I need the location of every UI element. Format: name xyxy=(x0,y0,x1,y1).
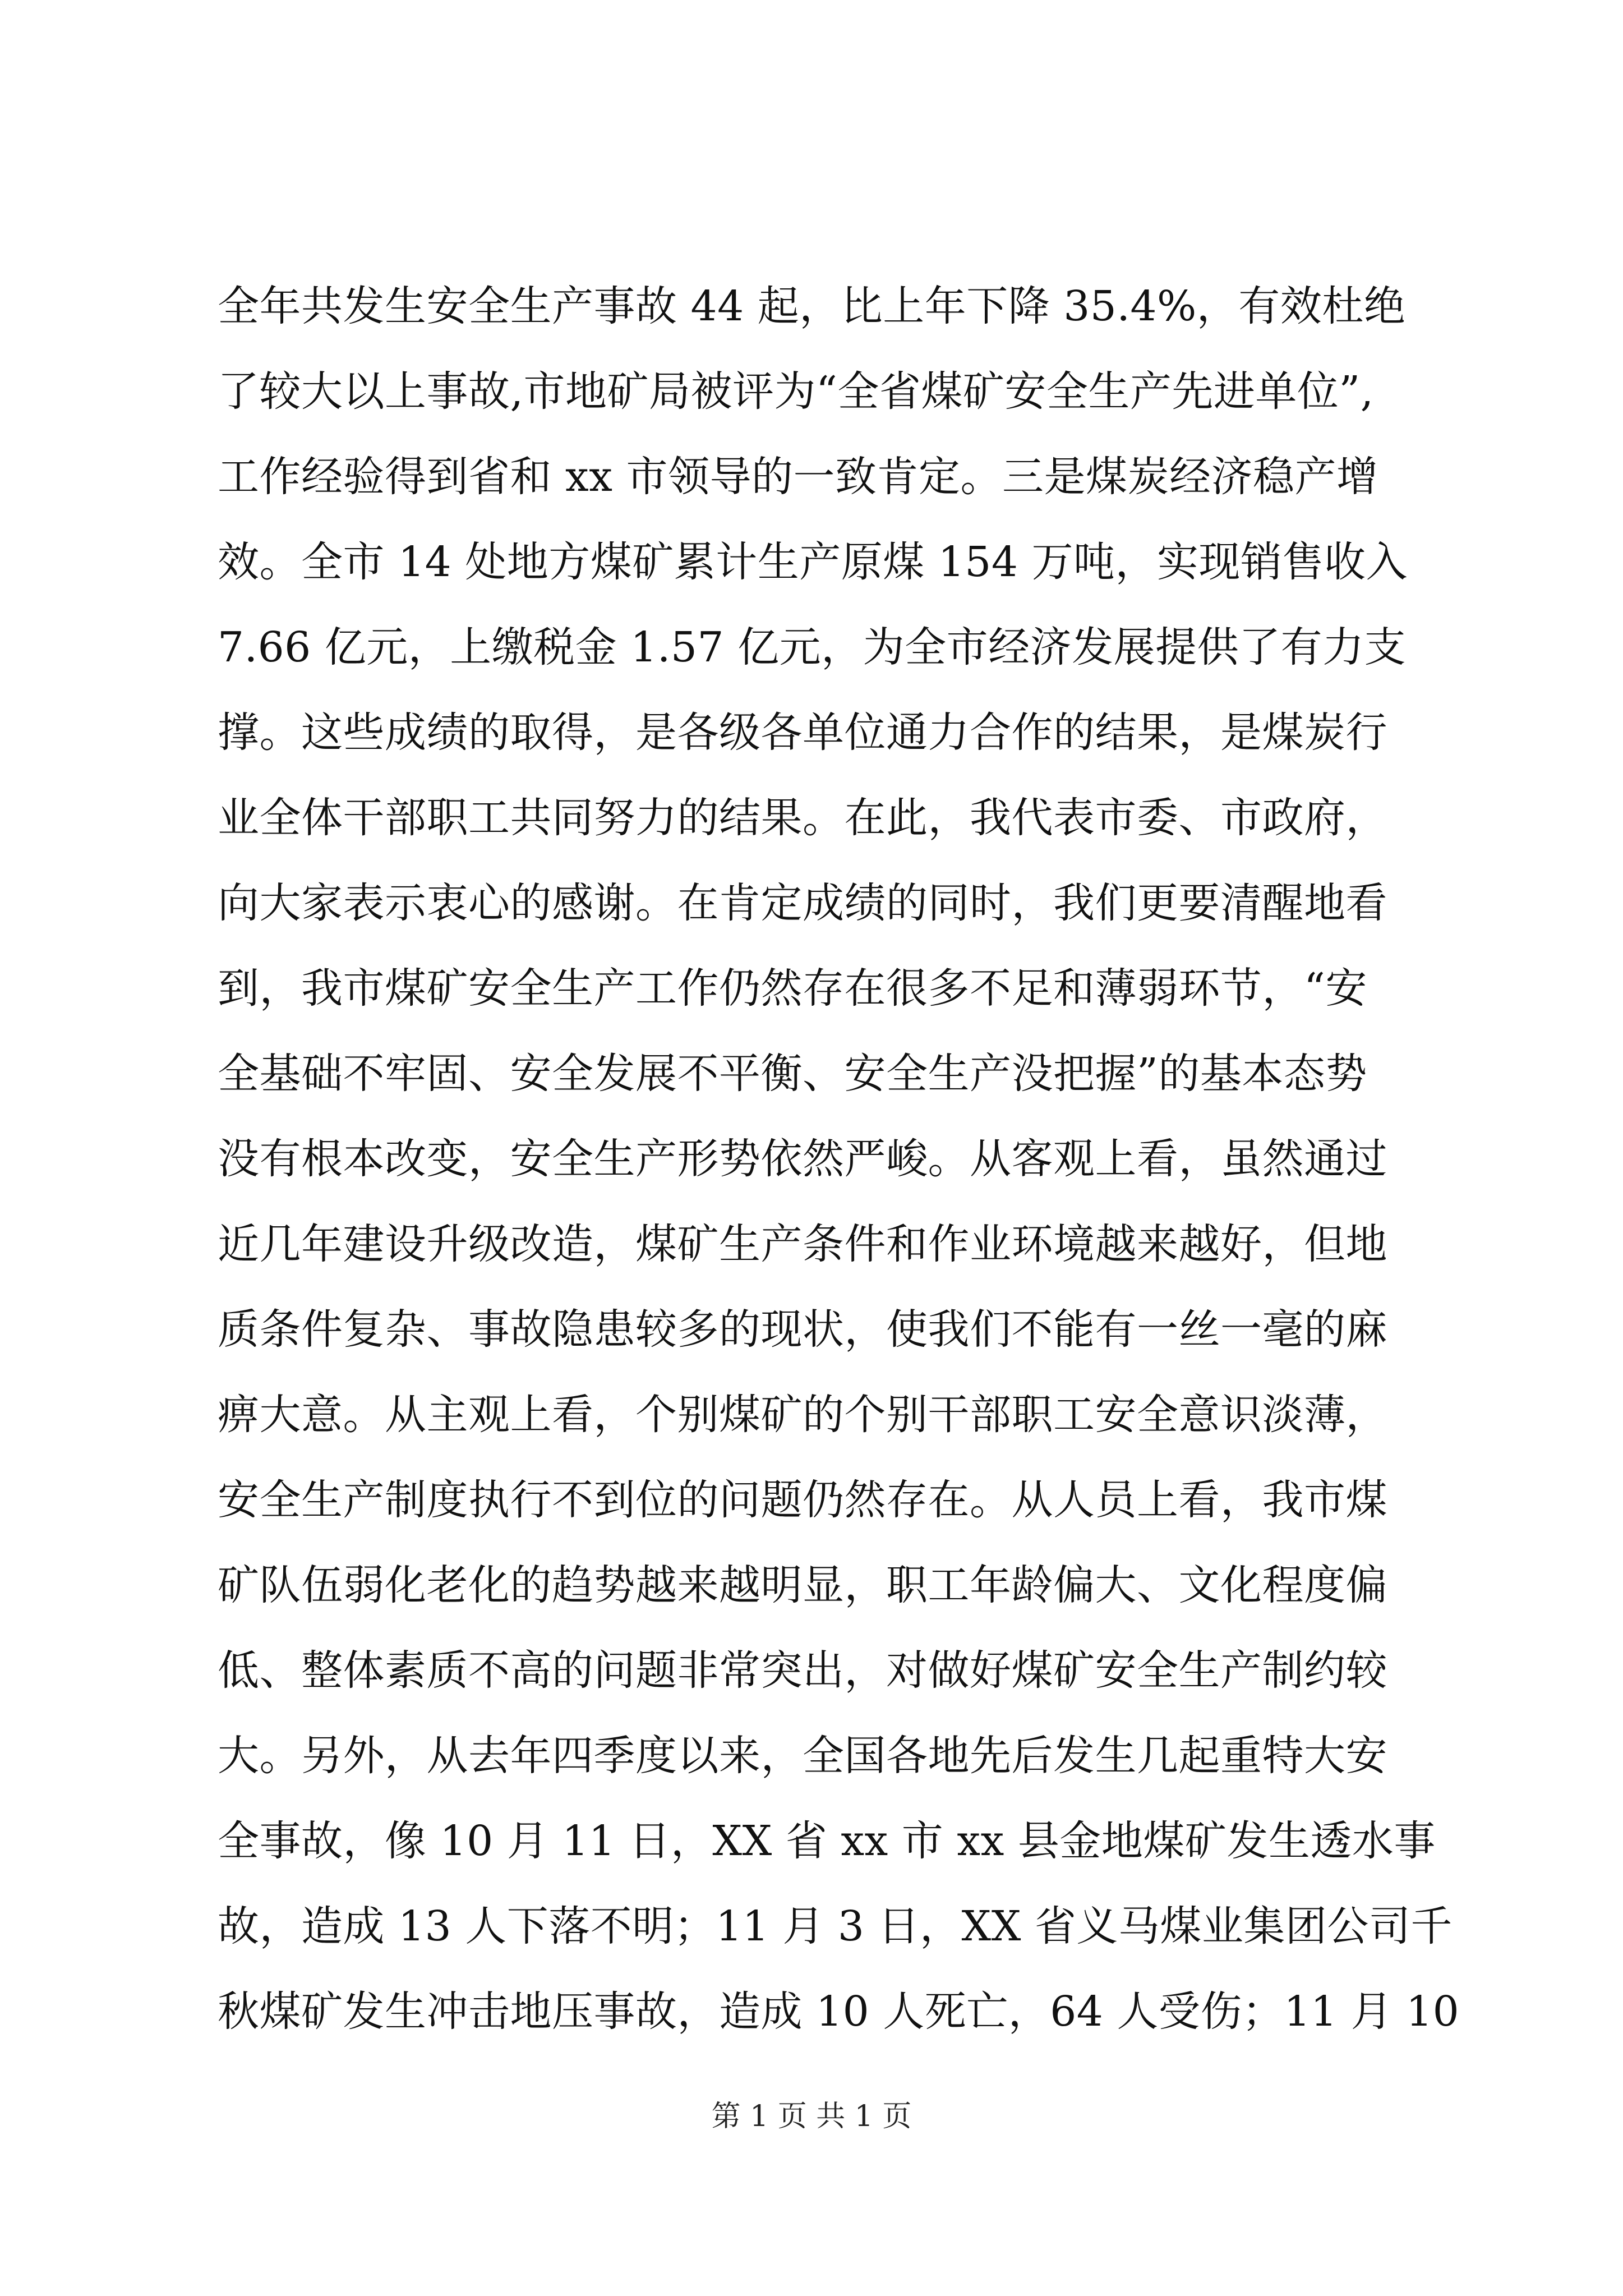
text-line: 质条件复杂、事故隐患较多的现状，使我们不能有一丝一毫的麻 xyxy=(218,1305,1387,1354)
page-footer xyxy=(0,2097,1623,2136)
text-line: 大。另外，从去年四季度以来，全国各地先后发生几起重特大安 xyxy=(218,1732,1387,1780)
text-line: 业全体干部职工共同努力的结果。在此，我代表市委、市政府， xyxy=(218,794,1387,842)
text-line: 没有根本改变，安全生产形势依然严峻。从客观上看，虽然通过 xyxy=(218,1135,1387,1183)
body-text xyxy=(218,264,1460,2054)
text-line: 向大家表示衷心的感谢。在肯定成绩的同时，我们更要清醒地看 xyxy=(218,879,1387,927)
text-line: 安全生产制度执行不到位的问题仍然存在。从人员上看，我市煤 xyxy=(218,1476,1387,1524)
text-line: 故，造成 13 人下落不明；11 月 3 日，XX 省义马煤业集团公司千 xyxy=(218,1902,1453,1950)
text-line: 痹大意。从主观上看，个别煤矿的个别干部职工安全意识淡薄， xyxy=(218,1391,1387,1439)
text-line: 秋煤矿发生冲击地压事故，造成 10 人死亡，64 人受伤；11 月 10 xyxy=(218,1987,1460,2036)
text-line: 近几年建设升级改造，煤矿生产条件和作业环境越来越好，但地 xyxy=(218,1220,1387,1268)
text-line: 效。全市 14 处地方煤矿累计生产原煤 154 万吨，实现销售收入 xyxy=(218,538,1408,586)
text-line: 工作经验得到省和 xx 市领导的一致肯定。三是煤炭经济稳产增 xyxy=(218,453,1378,501)
text-line: 到，我市煤矿安全生产工作仍然存在很多不足和薄弱环节，“安 xyxy=(218,964,1367,1013)
text-line: 低、整体素质不高的问题非常突出，对做好煤矿安全生产制约较 xyxy=(218,1646,1387,1695)
text-line: 了较大以上事故,市地矿局被评为“全省煤矿安全生产先进单位”, xyxy=(218,367,1374,416)
text-line: 撑。这些成绩的取得，是各级各单位通力合作的结果，是煤炭行 xyxy=(218,708,1387,757)
text-line: 矿队伍弱化老化的趋势越来越明显，职工年龄偏大、文化程度偏 xyxy=(218,1561,1387,1609)
text-line: 全事故，像 10 月 11 日，XX 省 xx 市 xx 县金地煤矿发生透水事 xyxy=(218,1817,1436,1865)
text-line: 7.66 亿元，上缴税金 1.57 亿元，为全市经济发展提供了有力支 xyxy=(218,623,1407,671)
text-line: 全年共发生安全生产事故 44 起，比上年下降 35.4%，有效杜绝 xyxy=(218,282,1406,330)
text-line: 全基础不牢固、安全发展不平衡、安全生产没把握”的基本态势 xyxy=(218,1050,1367,1098)
page-number: 第 1 页 共 1 页 xyxy=(711,2100,912,2133)
